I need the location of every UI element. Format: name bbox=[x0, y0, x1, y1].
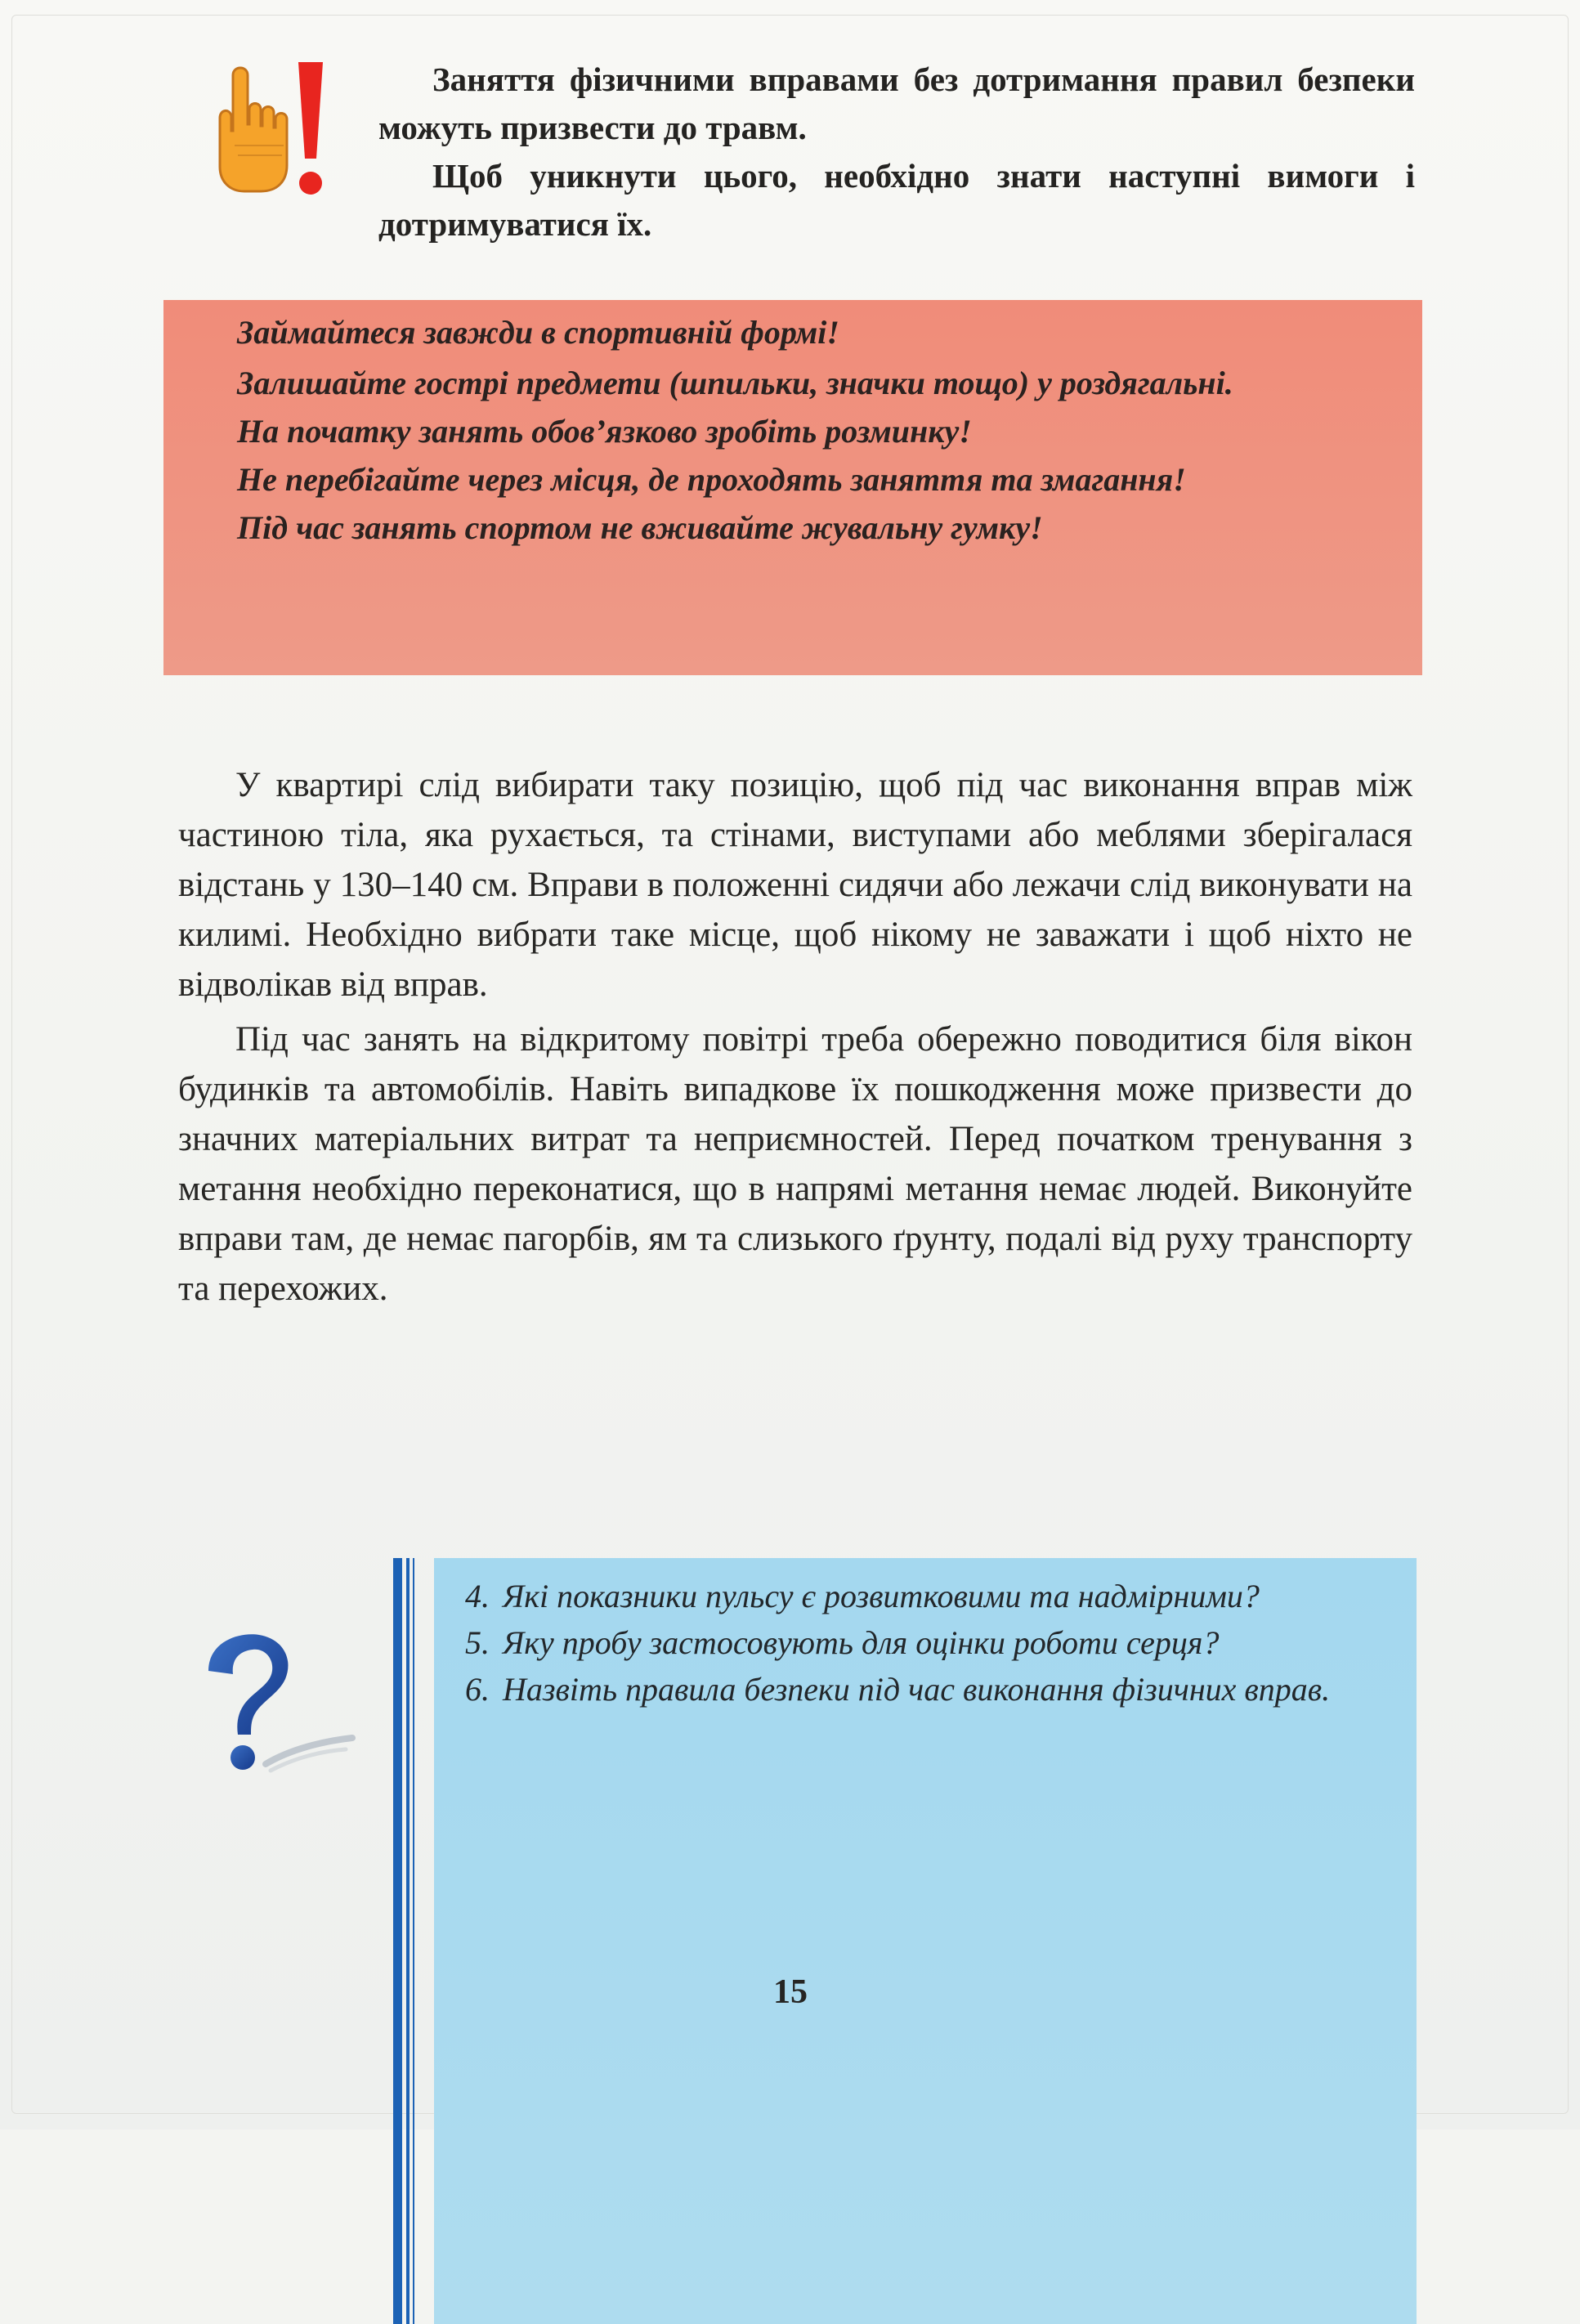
question-item bbox=[465, 1619, 1387, 1666]
question-mark-icon bbox=[192, 1627, 356, 1790]
question-number: 6. bbox=[465, 1671, 490, 1708]
questions-box bbox=[434, 1558, 1417, 2324]
question-number: 5. bbox=[465, 1624, 490, 1661]
rule-item: Під час занять спортом не вживайте жувальну гумку! bbox=[237, 509, 1043, 546]
body-text bbox=[178, 760, 1412, 1319]
question-item bbox=[465, 1666, 1387, 1713]
question-text: Назвіть правила безпеки під час виконання фізичних вправ. bbox=[503, 1671, 1331, 1708]
warning-line-2: Щоб уникнути цього, необхідно знати наступні вимоги і дотримуватися їх. bbox=[378, 157, 1415, 243]
question-item bbox=[465, 1573, 1387, 1619]
rule-item: Залишайте гострі предмети (шпильки, значки тощо) у роздягальні. bbox=[237, 365, 1233, 401]
raised-finger-exclamation-icon bbox=[202, 59, 333, 206]
safety-rules-box bbox=[163, 300, 1422, 675]
question-text: Яку пробу застосовують для оцінки роботи серця? bbox=[503, 1624, 1220, 1661]
questions-side-stripes bbox=[393, 1558, 418, 2324]
stripe bbox=[413, 1558, 414, 2324]
rule-item: На початку занять обов’язково зробіть розминку! bbox=[237, 413, 972, 450]
body-paragraph: Під час занять на відкритому повітрі треба обережно поводитися біля вікон будинків та автомобілів. Навіть випадкове їх пошкодження може призвести до значних матеріальних витрат та неприємностей. Перед початком тренування з метання необхідно переконатися, що в напрямі метання немає людей. Виконуйте вправи там, де немає пагорбів, ям та слизького ґрунту, подалі від руху транспорту та перехожих. bbox=[178, 1020, 1412, 1308]
questions-list bbox=[465, 1573, 1387, 1713]
rule-item: Займайтеся завжди в спортивній формі! bbox=[237, 314, 839, 351]
question-number: 4. bbox=[465, 1578, 490, 1614]
stripe bbox=[406, 1558, 410, 2324]
warning-intro bbox=[378, 56, 1415, 249]
stripe bbox=[393, 1558, 402, 2324]
warning-line-1: Заняття фізичними вправами без дотримання правил безпеки можуть призвести до травм. bbox=[378, 60, 1415, 146]
page-number: 15 bbox=[773, 1973, 808, 2011]
safety-rules-list bbox=[237, 308, 1414, 552]
body-paragraph: У квартирі слід вибирати таку позицію, щоб під час виконання вправ між частиною тіла, яка рухається, та стінами, виступами або меблями зберігалася відстань у 130–140 см. Вправи в положенні сидячи або лежачи слід виконувати на килимі. Необхідно вибрати таке місце, щоб нікому не заважати і щоб ніхто не відволікав від вправ. bbox=[178, 766, 1412, 1004]
question-text: Які показники пульсу є розвитковими та надмірними? bbox=[503, 1578, 1260, 1614]
rule-item: Не перебігайте через місця, де проходять заняття та змагання! bbox=[237, 461, 1186, 498]
